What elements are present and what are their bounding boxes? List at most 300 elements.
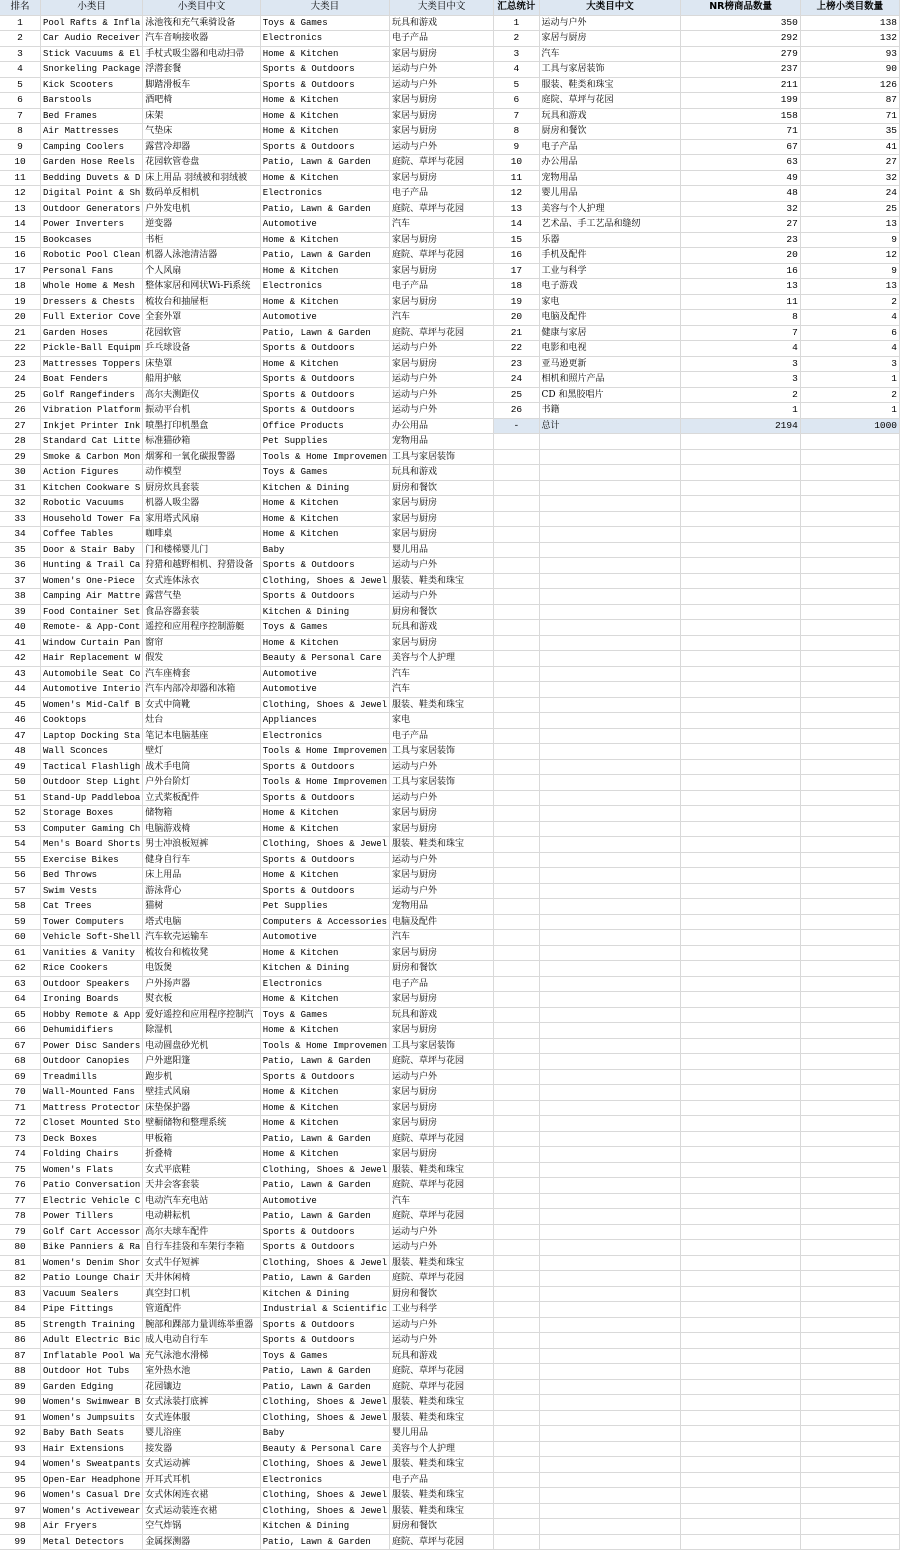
empty-cell[interactable] <box>539 1147 681 1163</box>
empty-cell[interactable] <box>539 465 681 481</box>
summary-cell[interactable]: 90 <box>800 62 899 78</box>
empty-cell[interactable] <box>494 713 539 729</box>
table-cell[interactable]: 玩具和游戏 <box>390 15 494 31</box>
empty-cell[interactable] <box>539 1100 681 1116</box>
summary-cell[interactable]: 15 <box>494 232 539 248</box>
empty-cell[interactable] <box>800 1100 899 1116</box>
empty-cell[interactable] <box>539 1069 681 1085</box>
empty-cell[interactable] <box>494 542 539 558</box>
empty-cell[interactable] <box>539 511 681 527</box>
empty-cell[interactable] <box>494 790 539 806</box>
summary-cell[interactable]: 237 <box>681 62 800 78</box>
table-cell[interactable]: 女式中筒靴 <box>143 697 261 713</box>
empty-cell[interactable] <box>800 837 899 853</box>
table-cell[interactable]: 61 <box>0 945 41 961</box>
table-cell[interactable]: 庭院、草坪与花园 <box>390 325 494 341</box>
table-cell[interactable]: Patio, Lawn & Garden <box>260 1271 389 1287</box>
table-cell[interactable]: 户外遮阳篷 <box>143 1054 261 1070</box>
table-cell[interactable]: 汽车 <box>390 930 494 946</box>
empty-cell[interactable] <box>494 899 539 915</box>
table-cell[interactable]: Pet Supplies <box>260 434 389 450</box>
table-cell[interactable]: 庭院、草坪与花园 <box>390 1131 494 1147</box>
table-cell[interactable]: 服装、鞋类和珠宝 <box>390 1410 494 1426</box>
empty-cell[interactable] <box>681 573 800 589</box>
table-cell[interactable]: Baby <box>260 542 389 558</box>
empty-cell[interactable] <box>800 1488 899 1504</box>
table-cell[interactable]: 室外热水池 <box>143 1364 261 1380</box>
table-cell[interactable]: 77 <box>0 1193 41 1209</box>
table-cell[interactable]: Toys & Games <box>260 465 389 481</box>
empty-cell[interactable] <box>800 573 899 589</box>
table-cell[interactable]: 家居与厨房 <box>390 635 494 651</box>
empty-cell[interactable] <box>681 589 800 605</box>
empty-cell[interactable] <box>681 1162 800 1178</box>
empty-cell[interactable] <box>800 1333 899 1349</box>
empty-cell[interactable] <box>494 1302 539 1318</box>
table-cell[interactable]: Automobile Seat Co <box>41 666 143 682</box>
table-cell[interactable]: 女式牛仔短裤 <box>143 1255 261 1271</box>
table-cell[interactable]: Bookcases <box>41 232 143 248</box>
table-cell[interactable]: Wall-Mounted Fans <box>41 1085 143 1101</box>
table-cell[interactable]: 79 <box>0 1224 41 1240</box>
summary-column-header[interactable]: 大类目中文 <box>539 0 681 15</box>
empty-cell[interactable] <box>681 1472 800 1488</box>
summary-cell[interactable]: 132 <box>800 31 899 47</box>
table-cell[interactable]: Home & Kitchen <box>260 124 389 140</box>
table-cell[interactable]: 服装、鞋类和珠宝 <box>390 1395 494 1411</box>
empty-cell[interactable] <box>494 589 539 605</box>
table-cell[interactable]: 厨房和餐饮 <box>390 961 494 977</box>
table-cell[interactable]: Beauty & Personal Care <box>260 1441 389 1457</box>
empty-cell[interactable] <box>800 1457 899 1473</box>
table-cell[interactable]: Home & Kitchen <box>260 108 389 124</box>
table-cell[interactable]: 运动与户外 <box>390 341 494 357</box>
table-cell[interactable]: Patio, Lawn & Garden <box>260 201 389 217</box>
empty-cell[interactable] <box>681 1364 800 1380</box>
table-cell[interactable]: Women's One-Piece <box>41 573 143 589</box>
summary-cell[interactable]: 16 <box>494 248 539 264</box>
table-cell[interactable]: 运动与户外 <box>390 558 494 574</box>
table-cell[interactable]: Home & Kitchen <box>260 806 389 822</box>
summary-cell[interactable]: 1 <box>800 372 899 388</box>
table-cell[interactable]: 53 <box>0 821 41 837</box>
empty-cell[interactable] <box>800 1069 899 1085</box>
empty-cell[interactable] <box>539 1333 681 1349</box>
summary-cell[interactable]: 17 <box>494 263 539 279</box>
table-cell[interactable]: 宠物用品 <box>390 434 494 450</box>
table-cell[interactable]: Electronics <box>260 728 389 744</box>
empty-cell[interactable] <box>681 1209 800 1225</box>
empty-cell[interactable] <box>800 759 899 775</box>
empty-cell[interactable] <box>494 775 539 791</box>
summary-cell[interactable]: 26 <box>494 403 539 419</box>
empty-cell[interactable] <box>539 1426 681 1442</box>
summary-cell[interactable]: 美容与个人护理 <box>539 201 681 217</box>
table-cell[interactable]: 3 <box>0 46 41 62</box>
empty-cell[interactable] <box>800 1271 899 1287</box>
empty-cell[interactable] <box>681 1069 800 1085</box>
empty-cell[interactable] <box>539 992 681 1008</box>
table-cell[interactable]: 美容与个人护理 <box>390 651 494 667</box>
empty-cell[interactable] <box>800 930 899 946</box>
table-cell[interactable]: 电动汽车充电站 <box>143 1193 261 1209</box>
empty-cell[interactable] <box>800 914 899 930</box>
table-cell[interactable]: 63 <box>0 976 41 992</box>
summary-cell[interactable]: 2 <box>494 31 539 47</box>
table-cell[interactable]: 成人电动自行车 <box>143 1333 261 1349</box>
table-cell[interactable]: 壁灯 <box>143 744 261 760</box>
table-cell[interactable]: Sports & Outdoors <box>260 1224 389 1240</box>
table-cell[interactable]: 家居与厨房 <box>390 868 494 884</box>
empty-cell[interactable] <box>539 1178 681 1194</box>
table-cell[interactable]: 工具与家居装饰 <box>390 744 494 760</box>
table-cell[interactable]: Sports & Outdoors <box>260 387 389 403</box>
table-cell[interactable]: 9 <box>0 139 41 155</box>
table-cell[interactable]: 电脑游戏椅 <box>143 821 261 837</box>
table-cell[interactable]: 真空封口机 <box>143 1286 261 1302</box>
table-cell[interactable]: Women's Denim Shor <box>41 1255 143 1271</box>
empty-cell[interactable] <box>494 465 539 481</box>
empty-cell[interactable] <box>494 759 539 775</box>
empty-cell[interactable] <box>681 1457 800 1473</box>
table-cell[interactable]: 17 <box>0 263 41 279</box>
summary-cell[interactable]: 亚马逊更新 <box>539 356 681 372</box>
empty-cell[interactable] <box>800 868 899 884</box>
table-cell[interactable]: 11 <box>0 170 41 186</box>
table-cell[interactable]: 83 <box>0 1286 41 1302</box>
table-cell[interactable]: Clothing, Shoes & Jewel <box>260 573 389 589</box>
summary-cell[interactable]: 庭院、草坪与花园 <box>539 93 681 109</box>
summary-cell[interactable]: 3 <box>494 46 539 62</box>
empty-cell[interactable] <box>681 1379 800 1395</box>
table-cell[interactable]: 家居与厨房 <box>390 1023 494 1039</box>
table-cell[interactable]: 运动与户外 <box>390 759 494 775</box>
summary-cell[interactable]: 71 <box>681 124 800 140</box>
table-cell[interactable]: Cooktops <box>41 713 143 729</box>
table-cell[interactable]: Kitchen & Dining <box>260 1519 389 1535</box>
table-cell[interactable]: Sports & Outdoors <box>260 372 389 388</box>
table-cell[interactable]: 运动与户外 <box>390 1240 494 1256</box>
empty-cell[interactable] <box>681 821 800 837</box>
table-cell[interactable]: 电脑及配件 <box>390 914 494 930</box>
table-cell[interactable]: Sports & Outdoors <box>260 883 389 899</box>
empty-cell[interactable] <box>539 1348 681 1364</box>
empty-cell[interactable] <box>494 744 539 760</box>
table-cell[interactable]: 47 <box>0 728 41 744</box>
table-cell[interactable]: 花园软管卷盘 <box>143 155 261 171</box>
empty-cell[interactable] <box>681 1224 800 1240</box>
empty-cell[interactable] <box>800 1178 899 1194</box>
summary-cell[interactable]: 4 <box>494 62 539 78</box>
table-cell[interactable]: 家居与厨房 <box>390 294 494 310</box>
table-cell[interactable]: Kitchen Cookware S <box>41 480 143 496</box>
table-cell[interactable]: 梳妆台和梳妆凳 <box>143 945 261 961</box>
table-cell[interactable]: 动作模型 <box>143 465 261 481</box>
empty-cell[interactable] <box>681 1426 800 1442</box>
summary-cell[interactable]: 13 <box>494 201 539 217</box>
table-cell[interactable]: 金属探测器 <box>143 1534 261 1550</box>
table-cell[interactable]: 花园镶边 <box>143 1379 261 1395</box>
table-cell[interactable]: Home & Kitchen <box>260 1147 389 1163</box>
summary-cell[interactable]: 手机及配件 <box>539 248 681 264</box>
table-cell[interactable]: Folding Chairs <box>41 1147 143 1163</box>
table-cell[interactable]: 家居与厨房 <box>390 821 494 837</box>
summary-cell[interactable]: 2 <box>800 387 899 403</box>
table-cell[interactable]: Air Mattresses <box>41 124 143 140</box>
summary-cell[interactable]: 158 <box>681 108 800 124</box>
empty-cell[interactable] <box>539 713 681 729</box>
empty-cell[interactable] <box>494 1147 539 1163</box>
table-cell[interactable]: Sports & Outdoors <box>260 1240 389 1256</box>
table-cell[interactable]: 运动与户外 <box>390 387 494 403</box>
empty-cell[interactable] <box>494 992 539 1008</box>
table-cell[interactable]: 71 <box>0 1100 41 1116</box>
empty-cell[interactable] <box>800 1364 899 1380</box>
table-cell[interactable]: 游泳背心 <box>143 883 261 899</box>
table-cell[interactable]: Laptop Docking Sta <box>41 728 143 744</box>
summary-cell[interactable]: CD 和黑胶唱片 <box>539 387 681 403</box>
table-cell[interactable]: Clothing, Shoes & Jewel <box>260 837 389 853</box>
table-cell[interactable]: Window Curtain Pan <box>41 635 143 651</box>
table-cell[interactable]: Automotive <box>260 1193 389 1209</box>
summary-cell[interactable]: 49 <box>681 170 800 186</box>
table-cell[interactable]: 床上用品 羽绒被和羽绒被 <box>143 170 261 186</box>
table-cell[interactable]: 户外发电机 <box>143 201 261 217</box>
summary-cell[interactable]: 16 <box>681 263 800 279</box>
empty-cell[interactable] <box>681 883 800 899</box>
table-cell[interactable]: 家居与厨房 <box>390 1147 494 1163</box>
empty-cell[interactable] <box>681 682 800 698</box>
table-cell[interactable]: Toys & Games <box>260 1007 389 1023</box>
empty-cell[interactable] <box>681 635 800 651</box>
table-cell[interactable]: 壁挂式风扇 <box>143 1085 261 1101</box>
table-cell[interactable]: Home & Kitchen <box>260 821 389 837</box>
table-cell[interactable]: Kitchen & Dining <box>260 604 389 620</box>
empty-cell[interactable] <box>539 1379 681 1395</box>
summary-cell[interactable]: 3 <box>681 372 800 388</box>
empty-cell[interactable] <box>800 1023 899 1039</box>
table-cell[interactable]: 运动与户外 <box>390 139 494 155</box>
empty-cell[interactable] <box>539 868 681 884</box>
table-cell[interactable]: 床上用品 <box>143 868 261 884</box>
empty-cell[interactable] <box>681 666 800 682</box>
table-cell[interactable]: 87 <box>0 1348 41 1364</box>
table-cell[interactable]: Vanities & Vanity <box>41 945 143 961</box>
empty-cell[interactable] <box>800 589 899 605</box>
empty-cell[interactable] <box>800 558 899 574</box>
empty-cell[interactable] <box>539 899 681 915</box>
table-cell[interactable]: 浮潜套餐 <box>143 62 261 78</box>
table-cell[interactable]: 服装、鞋类和珠宝 <box>390 1255 494 1271</box>
empty-cell[interactable] <box>800 651 899 667</box>
empty-cell[interactable] <box>494 1395 539 1411</box>
summary-cell[interactable]: 6 <box>494 93 539 109</box>
table-cell[interactable]: Vehicle Soft-Shell <box>41 930 143 946</box>
table-cell[interactable]: Sports & Outdoors <box>260 790 389 806</box>
table-cell[interactable]: 汽车内部冷却器和冰箱 <box>143 682 261 698</box>
table-cell[interactable]: 家居与厨房 <box>390 124 494 140</box>
summary-cell[interactable]: 23 <box>681 232 800 248</box>
empty-cell[interactable] <box>539 1240 681 1256</box>
table-cell[interactable]: 23 <box>0 356 41 372</box>
empty-cell[interactable] <box>800 1534 899 1550</box>
empty-cell[interactable] <box>800 480 899 496</box>
table-cell[interactable]: 运动与户外 <box>390 62 494 78</box>
empty-cell[interactable] <box>681 1193 800 1209</box>
empty-cell[interactable] <box>681 775 800 791</box>
table-cell[interactable]: Action Figures <box>41 465 143 481</box>
table-cell[interactable]: 电饭煲 <box>143 961 261 977</box>
empty-cell[interactable] <box>681 1271 800 1287</box>
table-cell[interactable]: 运动与户外 <box>390 1224 494 1240</box>
empty-cell[interactable] <box>800 1116 899 1132</box>
table-cell[interactable]: 机器人吸尘器 <box>143 496 261 512</box>
table-cell[interactable]: Personal Fans <box>41 263 143 279</box>
empty-cell[interactable] <box>681 744 800 760</box>
summary-cell[interactable]: 办公用品 <box>539 155 681 171</box>
empty-cell[interactable] <box>494 883 539 899</box>
table-cell[interactable]: 办公用品 <box>390 418 494 434</box>
summary-cell[interactable]: 玩具和游戏 <box>539 108 681 124</box>
empty-cell[interactable] <box>681 930 800 946</box>
table-cell[interactable]: Coffee Tables <box>41 527 143 543</box>
table-cell[interactable]: 22 <box>0 341 41 357</box>
empty-cell[interactable] <box>494 1240 539 1256</box>
summary-cell[interactable]: 63 <box>681 155 800 171</box>
table-cell[interactable]: 高尔夫球车配件 <box>143 1224 261 1240</box>
table-cell[interactable]: Golf Rangefinders <box>41 387 143 403</box>
summary-column-header[interactable]: NR榜商品数量 <box>681 0 800 15</box>
empty-cell[interactable] <box>494 511 539 527</box>
table-cell[interactable]: 72 <box>0 1116 41 1132</box>
table-cell[interactable]: 家居与厨房 <box>390 108 494 124</box>
empty-cell[interactable] <box>681 1023 800 1039</box>
table-cell[interactable]: 工具与家居装饰 <box>390 775 494 791</box>
empty-cell[interactable] <box>494 1069 539 1085</box>
table-cell[interactable]: 68 <box>0 1054 41 1070</box>
empty-cell[interactable] <box>494 1085 539 1101</box>
empty-cell[interactable] <box>681 527 800 543</box>
table-cell[interactable]: 汽车座椅套 <box>143 666 261 682</box>
table-cell[interactable]: 37 <box>0 573 41 589</box>
summary-cell[interactable]: 4 <box>800 341 899 357</box>
table-cell[interactable]: Digital Point & Sh <box>41 186 143 202</box>
table-cell[interactable]: Sports & Outdoors <box>260 759 389 775</box>
table-cell[interactable]: 庭院、草坪与花园 <box>390 1364 494 1380</box>
table-cell[interactable]: Sports & Outdoors <box>260 403 389 419</box>
empty-cell[interactable] <box>494 852 539 868</box>
empty-cell[interactable] <box>539 806 681 822</box>
table-cell[interactable]: Home & Kitchen <box>260 356 389 372</box>
table-cell[interactable]: Kitchen & Dining <box>260 961 389 977</box>
table-cell[interactable]: Clothing, Shoes & Jewel <box>260 1410 389 1426</box>
summary-cell[interactable]: 乐器 <box>539 232 681 248</box>
table-cell[interactable]: Home & Kitchen <box>260 992 389 1008</box>
empty-cell[interactable] <box>800 1286 899 1302</box>
table-cell[interactable]: 78 <box>0 1209 41 1225</box>
empty-cell[interactable] <box>681 697 800 713</box>
table-cell[interactable]: 玩具和游戏 <box>390 620 494 636</box>
table-cell[interactable]: 6 <box>0 93 41 109</box>
empty-cell[interactable] <box>681 480 800 496</box>
empty-cell[interactable] <box>800 992 899 1008</box>
table-cell[interactable]: 服装、鞋类和珠宝 <box>390 1503 494 1519</box>
empty-cell[interactable] <box>681 914 800 930</box>
summary-cell[interactable]: 12 <box>494 186 539 202</box>
table-cell[interactable]: Storage Boxes <box>41 806 143 822</box>
table-cell[interactable]: Sports & Outdoors <box>260 589 389 605</box>
table-cell[interactable]: Clothing, Shoes & Jewel <box>260 1503 389 1519</box>
empty-cell[interactable] <box>681 976 800 992</box>
table-cell[interactable]: 户外台阶灯 <box>143 775 261 791</box>
empty-cell[interactable] <box>681 1131 800 1147</box>
table-cell[interactable]: 烟雾和一氧化碳报警器 <box>143 449 261 465</box>
empty-cell[interactable] <box>539 542 681 558</box>
table-cell[interactable]: 运动与户外 <box>390 852 494 868</box>
summary-column-header[interactable]: 上榜小类目数量 <box>800 0 899 15</box>
empty-cell[interactable] <box>800 697 899 713</box>
table-cell[interactable]: Deck Boxes <box>41 1131 143 1147</box>
table-cell[interactable]: Bike Panniers & Ra <box>41 1240 143 1256</box>
empty-cell[interactable] <box>539 914 681 930</box>
empty-cell[interactable] <box>800 1441 899 1457</box>
table-cell[interactable]: Office Products <box>260 418 389 434</box>
table-cell[interactable]: 女式泳装打底裤 <box>143 1395 261 1411</box>
table-cell[interactable]: 乒乓球设备 <box>143 341 261 357</box>
table-cell[interactable]: 74 <box>0 1147 41 1163</box>
empty-cell[interactable] <box>494 1441 539 1457</box>
table-cell[interactable]: Pickle-Ball Equipm <box>41 341 143 357</box>
empty-cell[interactable] <box>681 496 800 512</box>
table-cell[interactable]: 手杖式吸尘器和电动扫帚 <box>143 46 261 62</box>
empty-cell[interactable] <box>800 961 899 977</box>
table-cell[interactable]: Vacuum Sealers <box>41 1286 143 1302</box>
empty-cell[interactable] <box>681 1286 800 1302</box>
empty-cell[interactable] <box>681 806 800 822</box>
empty-cell[interactable] <box>539 1364 681 1380</box>
table-cell[interactable]: 家电 <box>390 713 494 729</box>
summary-cell[interactable]: 199 <box>681 93 800 109</box>
table-cell[interactable]: Patio, Lawn & Garden <box>260 1379 389 1395</box>
table-cell[interactable]: 64 <box>0 992 41 1008</box>
table-cell[interactable]: Golf Cart Accessor <box>41 1224 143 1240</box>
table-cell[interactable]: 服装、鞋类和珠宝 <box>390 697 494 713</box>
table-cell[interactable]: 56 <box>0 868 41 884</box>
empty-cell[interactable] <box>800 1209 899 1225</box>
table-cell[interactable]: 气垫床 <box>143 124 261 140</box>
empty-cell[interactable] <box>800 1348 899 1364</box>
table-cell[interactable]: Tower Computers <box>41 914 143 930</box>
table-cell[interactable]: 健身自行车 <box>143 852 261 868</box>
table-cell[interactable]: 厨房和餐饮 <box>390 604 494 620</box>
empty-cell[interactable] <box>539 775 681 791</box>
summary-cell[interactable]: 12 <box>800 248 899 264</box>
empty-cell[interactable] <box>800 883 899 899</box>
table-cell[interactable]: 21 <box>0 325 41 341</box>
summary-cell[interactable]: 9 <box>800 263 899 279</box>
empty-cell[interactable] <box>681 1395 800 1411</box>
empty-cell[interactable] <box>681 1410 800 1426</box>
empty-cell[interactable] <box>800 1317 899 1333</box>
table-cell[interactable]: Men's Board Shorts <box>41 837 143 853</box>
empty-cell[interactable] <box>539 1395 681 1411</box>
summary-cell[interactable]: 汽车 <box>539 46 681 62</box>
table-cell[interactable]: 32 <box>0 496 41 512</box>
table-cell[interactable]: 48 <box>0 744 41 760</box>
summary-cell[interactable]: 71 <box>800 108 899 124</box>
summary-total-cell[interactable]: 总计 <box>539 418 681 434</box>
empty-cell[interactable] <box>800 775 899 791</box>
